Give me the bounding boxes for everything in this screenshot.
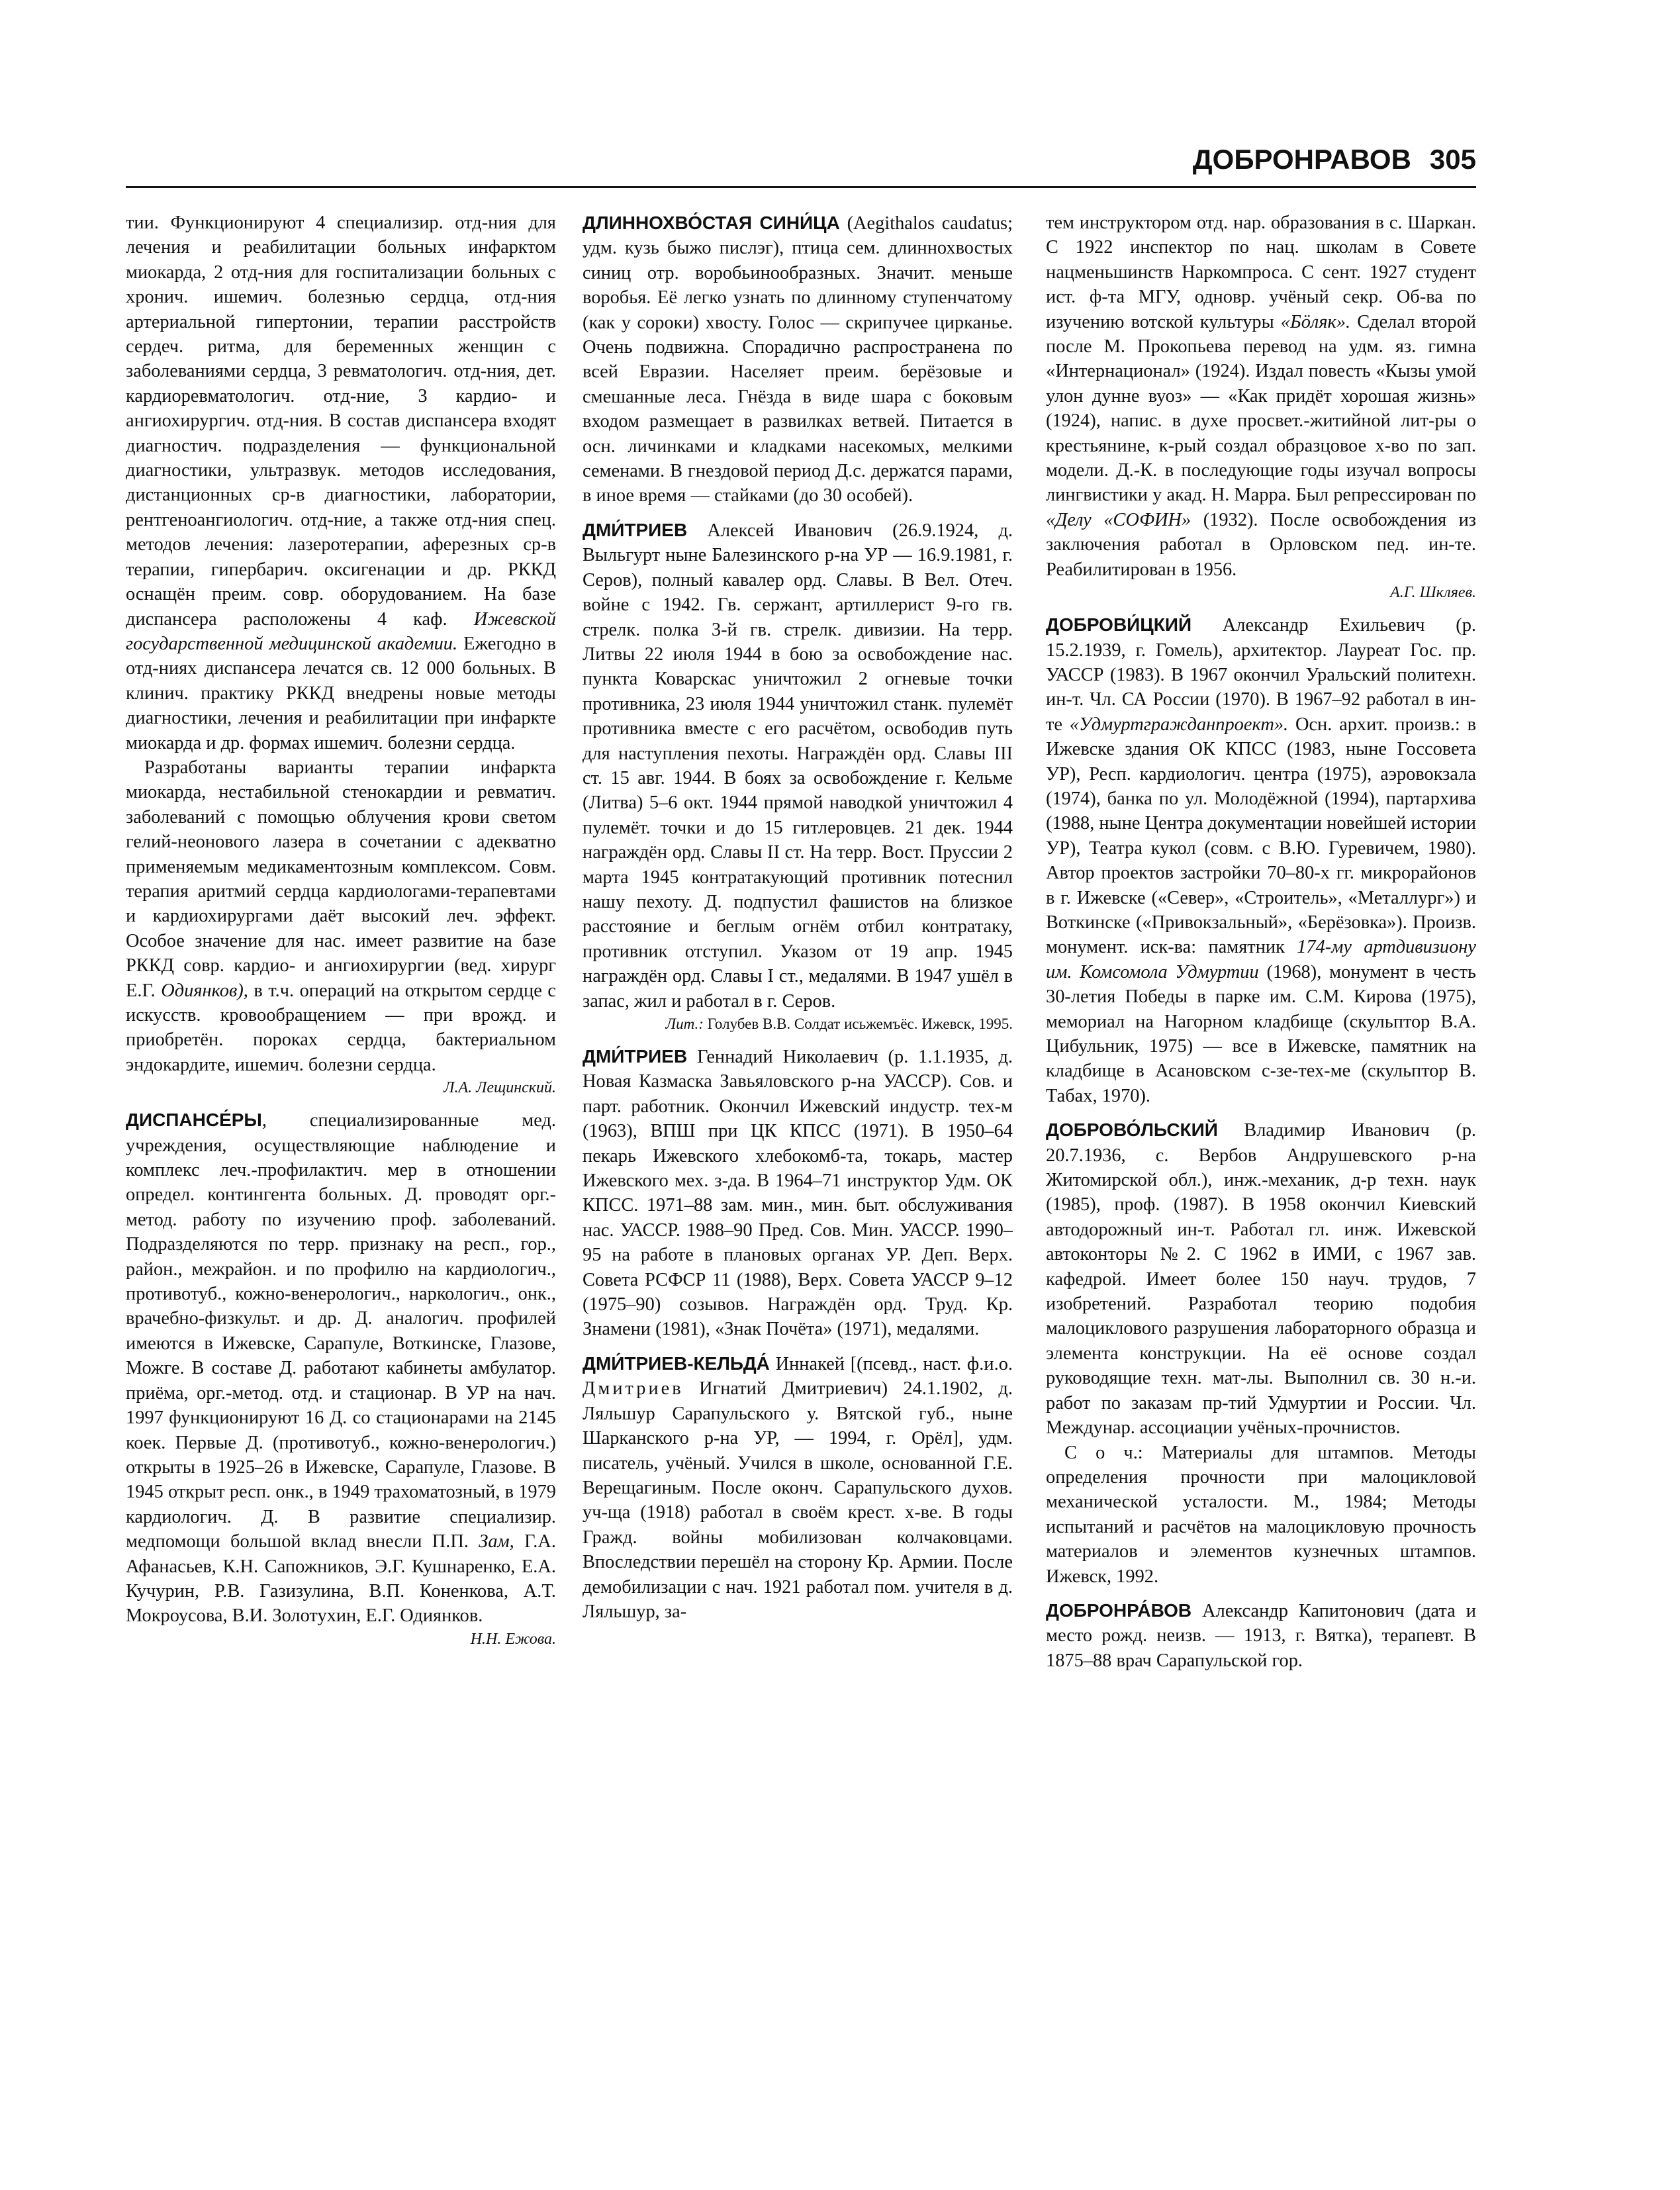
paragraph: [126, 755, 556, 1077]
article-continuation: [126, 211, 556, 1098]
works-label: С о ч.:: [1064, 1442, 1143, 1463]
text-run: (1932). После освобождения из заключения работал в Орловском пед. ин-те. Реабилитирован в 1956.: [1046, 509, 1476, 580]
headword: ДМИ́ТРИЕВ-КЕЛЬДА́: [583, 1353, 770, 1374]
works-paragraph: [1046, 1441, 1476, 1589]
spaced-name: Дмитриев: [583, 1378, 684, 1400]
paragraph: [583, 211, 1013, 508]
headword: ДОБРОВИ́ЦКИЙ: [1046, 614, 1192, 636]
cross-reference[interactable]: «Делу «СОФИН»: [1046, 509, 1191, 530]
running-head-title: ДОБРОНРАВОВ: [1192, 144, 1411, 175]
cross-reference[interactable]: Зам,: [479, 1531, 514, 1552]
cross-reference[interactable]: Ижевской государственной медицинской академии.: [126, 608, 556, 654]
article-continuation: [1046, 211, 1476, 603]
headword: ДОБРОНРА́ВОВ: [1046, 1599, 1192, 1621]
cross-reference[interactable]: 174-му артдивизиону им. Комсомола Удмуртии: [1046, 937, 1476, 982]
paragraph: [126, 211, 556, 755]
headword: ДОБРОВО́ЛЬСКИЙ: [1046, 1119, 1218, 1141]
article-dmitriev-aleksey: [583, 518, 1013, 1035]
paragraph: [583, 518, 1013, 1014]
text-run: Геннадий Николаевич (р. 1.1.1935, д. Новая Казмаска Завьяловского р-на УАССР). Сов. и парт. работник. Окончил Ижевский индустр. тех-м (1963), ВПШ при ЦК КПСС (1971). В 1950–64 пекарь Ижевского хлебокомб-та, токарь, мастер Ижевского мех. з-да. В 1964–71 инструктор Удм. ОК КПСС. 1971–88 зам. мин., мин. быт. обслуживания нас. УАССР. 1988–90 Пред. Сов. Мин. УАССР. 1990–95 на работе в плановых органах УР. Деп. Верх. Совета РСФСР 11 (1988), Верх. Совета УАССР 9–12 (1975–90) созывов. Награждён орд. Труд. Кр. Знамени (1981), «Знак Почёта» (1971), медалями.: [583, 1047, 1013, 1340]
text-run: Разработаны варианты терапии инфаркта миокарда, нестабильной стенокардии и ревматич. заболеваний с помощью облучения крови светом гелий-неонового лазера в сочетании с адекватно применяемым медикаментозным комплексом. Совм. терапия аритмий сердца кардиологами-терапевтами и кардиохирургами даёт высокий леч. эффект. Особое значение для нас. имеет развитие на базе РККД совр. кардио- и ангиохирургии (вед. хирург Е.Г.: [126, 757, 556, 1001]
text-run: (1968), монумент в честь 30-летия Победы в парке им. С.М. Кирова (1975), мемориал на Нагорном кладбище (скульптор В.А. Цибульник, 1975) — все в Ижевске, памятник на кладбище в Асановском с-зе-тех-ме (скульптор В. Табах, 1970).: [1046, 961, 1476, 1106]
article-dobrovolskiy: [1046, 1118, 1476, 1589]
article-author: Н.Н. Ежова.: [470, 1630, 556, 1648]
page-number: 305: [1429, 144, 1476, 175]
text-run: Голубев В.В. Солдат исьжемъёс. Ижевск, 1995.: [707, 1016, 1013, 1032]
paragraph: [583, 1351, 1013, 1624]
text-run: Владимир Иванович (р. 20.7.1936, с. Вербов Андрушевского р-на Житомирской обл.), инж.-механик, д-р техн. наук (1985), проф. (1987). В 1958 окончил Киевский автодорожный ин-т. Работал гл. инж. Ижевской автоконторы №2. С 1962 в ИМИ, с 1967 зав. кафедрой. Имеет более 150 науч. трудов, 7 изобретений. Разработал теорию подобия малоциклового разрушения лабораторного образца и элемента конструкции. На её основе создал руководящие техн. мат-лы. Выполнил св. 30 н.-и. работ по заказам пр-тий Удмуртии и России. Чл. Междунар. ассоциации учёных-прочнистов.: [1046, 1120, 1476, 1439]
text-run: тии. Функционируют 4 специализир. отд-ния для лечения и реабилитации больных инфарктом миокарда, 2 отд-ния для госпитализации больных с хронич. ишемич. болезнью сердца, отд-ния артериальной гипертонии, терапии расстройств сердеч. ритма, для беременных женщин с заболеваниями сердца, 3 ревматологич. отд-ния, дет. кардиоревматологич. отд-ние, 3 кардио- и ангиохирургич. отд-ния. В состав диспансера входят диагностич. подразделения — функциональной диагностики, ультразвук. методов исследования, дистанционных ср-в диагностики, лаборатории, рентгеноангиологич. отд-ние, а также отд-ния спец. методов лечения: лазеротерапии, аферезных ср-в терапии, гипербарич. оксигенации и др. РККД оснащён преим. совр. оборудованием. На базе диспансера расположены 4 каф.: [126, 213, 556, 630]
headword: ДЛИННОХВО́СТАЯ СИНИ́ЦА: [583, 213, 840, 233]
text-run: Александр Капитонович (дата и место рожд. неизв. — 1913, г. Вятка), терапевт. В 1875–88 врач Сарапульской гор.: [1046, 1600, 1476, 1671]
paragraph: [1046, 612, 1476, 1108]
text-run: , специализированные мед. учреждения, осуществляющие наблюдение и комплекс леч.-профилактич. мер в отношении определ. контингента больных. Д. проводят орг.-метод. работу по изучению проф. заболеваний. Подразделяются по терр. признаку на респ., гор., район., межрайон. и по профилю на кардиологич., противотуб., кожно-венерологич., наркологич., онк., врачебно-физкульт. и др. Д. аналогич. профилей имеются в Ижевске, Сарапуле, Воткинске, Глазове, Можге. В составе Д. работают кабинеты амбулатор. приёма, орг.-метод. отд. и стационар. В УР на нач. 1997 функционируют 16 Д. со стационарами на 2145 коек. Первые Д. (противотуб., кожно-венерологич.) открыты в 1925–26 в Ижевске, Сарапуле, Глазове. В 1945 открыт респ. онк., в 1949 трахоматозный, в 1979 кардиологич. Д. В развитие специализир. медпомощи большой вклад внесли П.П.: [126, 1110, 556, 1552]
headword: ДИСПАНСЕ́РЫ: [126, 1110, 262, 1131]
paragraph: [1046, 1118, 1476, 1440]
text-run: Материалы для штампов. Методы определения прочности при малоцикловой механической усталости. М., 1984; Методы испытаний и расчётов на малоцикловую прочность материалов и элементов кузнечных штампов. Ижевск, 1992.: [1046, 1442, 1476, 1587]
text-run: в т.ч. операций на открытом сердце с искусств. кровообращением — при врожд. и приобретён. пороках сердца, бактериальном эндокардите, ишемич. болезни сердца.: [126, 980, 556, 1075]
article-dobronravov: [1046, 1598, 1476, 1673]
column-2: [583, 211, 1013, 2170]
headword: ДМИ́ТРИЕВ: [583, 1046, 688, 1067]
text-run: Иннакей [(псевд., наст. ф.и.о.: [775, 1353, 1013, 1374]
literature-ref: [583, 1014, 1013, 1035]
text-run: Александр Ехильевич (р. 15.2.1939, г. Гомель), архитектор. Лауреат Гос. пр. УАССР (1983). В 1967 окончил Уральский политехн. ин-т. Чл. СА России (1970). В 1967–92 работал в ин-те: [1046, 615, 1476, 735]
article-dmitriev-kelda: [583, 1351, 1013, 1624]
headword: ДМИ́ТРИЕВ: [583, 519, 688, 540]
text-run: тем инструктором отд. нар. образования в с. Шаркан. С 1922 инспектор по нац. школам в Совете нацменьшинств Наркомпроса. С сент. 1927 студент ист. ф-та МГУ, одновр. учёный секр. Об-ва по изучению вотской культуры: [1046, 213, 1476, 332]
literature-label: Лит.:: [665, 1016, 704, 1032]
article-dobrovitskiy: [1046, 612, 1476, 1108]
header-rule: [126, 186, 1476, 188]
article-sinitsa: [583, 211, 1013, 508]
paragraph: [583, 1044, 1013, 1342]
text-run: Алексей Иванович (26.9.1924, д. Выльгурт ныне Балезинского р-на УР — 16.9.1981, г. Серов), полный кавалер орд. Славы. В Вел. Отеч. войне с 1942. Гв. сержант, артиллерист 9-го гв. стрелк. полка 3-й гв. стрелк. дивизии. На терр. Литвы 22 июля 1944 в бою за освобождение нас. пункта Коварскас уничтожил 2 огневые точки противника, 23 июля 1944 уничтожил станк. пулемёт противника вместе с его расчётом, освободив путь для наступления пехоты. Награждён орд. Славы III ст. 15 авг. 1944. В боях за освобождение г. Кельме (Литва) 5–6 окт. 1944 прямой наводкой уничтожил 4 пулемёт. точки и до 15 гитлеровцев. 21 дек. 1944 награждён орд. Славы II ст. На терр. Вост. Пруссии 2 марта 1945 контратакующий противник потеснил нашу пехоту. Д. подпустил фашистов на близкое расстояние и беглым огнём отбил контратаку, противник отступил. Указом от 19 апр. 1945 награждён орд. Славы I ст., медалями. В 1947 ушёл в запас, жил и работал в г. Серов.: [583, 520, 1013, 1012]
text-run: Игнатий Дмитриевич) 24.1.1902, д. Ляльшур Сарапульского у. Вятской губ., ныне Шарканского р-на УР, — 1994, г. Орёл], удм. писатель, учёный. Учился в школе, основанной Г.Е. Верещагиным. После оконч. Сарапульского духов. уч-ща (1918) работал в своём крест. х-ве. В годы Гражд. войны мобилизован колчаковцами. Впоследствии перешёл на сторону Кр. Армии. После демобилизации с нач. 1921 работал пом. учителя в д. Ляльшур, за-: [583, 1378, 1013, 1622]
cross-reference[interactable]: «Бöляк».: [1280, 311, 1351, 332]
paragraph: [1046, 211, 1476, 582]
paragraph: [1046, 1598, 1476, 1673]
article-dmitriev-gennadiy: [583, 1044, 1013, 1342]
column-3: [1046, 211, 1476, 2170]
cross-reference[interactable]: «Удмуртгражданпроект».: [1069, 714, 1289, 735]
text-run: Сделал второй после М. Прокопьева перевод на удм. яз. гимна «Интернационал» (1924). Издал повесть «Кызы умой улон дунне вуоз» — «Как придёт хорошая жизнь» (1924), напис. в духе просвет.-житийной лит-ры о крестьянине, к-рый создал образцовое х-во по зап. модели. Д.-К. в последующие годы изучал вопросы лингвистики у акад. Н. Марра. Был репрессирован по: [1046, 311, 1476, 506]
article-dispansery: [126, 1108, 556, 1650]
column-1: [126, 211, 556, 2170]
article-author: Л.А. Лещинский.: [443, 1079, 556, 1097]
text-run: Осн. архит. произв.: в Ижевске здания ОК КПСС (1983, ныне Госсовета УР), Респ. кардиологич. центра (1975), аэровокзала (1974), банка по ул. Молодёжной (1994), партархива (1988, ныне Центра документации новейшей истории УР), Театра кукол (совм. с В.Ю. Гуревичем, 1980). Автор проектов застройки 70–80-х гг. микрорайонов в г. Ижевске («Север», «Строитель», «Металлург») и Воткинске («Привокзальный», «Берёзовка»). Произв. монумент. иск-ва: памятник: [1046, 714, 1476, 958]
article-author: А.Г. Шкляев.: [1390, 584, 1476, 602]
paragraph: [126, 1108, 556, 1629]
text-run: (Aegithalos caudatus; удм. кузь быжо пислэг), птица сем. длиннохвостых синиц отр. воробьинообразных. Значит. меньше воробья. Её легко узнать по длинному ступенчатому (как у сороки) хвосту. Голос — скрипучее цирканье. Очень подвижна. Спорадично распространена по всей Евразии. Населяет преим. берёзовые и смешанные леса. Гнёзда в виде шара с боковым входом размещает в развилках ветвей. Питается в осн. личинками и кладками насекомых, мелкими семенами. В гнездовой период Д.с. держатся парами, в иное время — стайками (до 30 особей).: [583, 213, 1013, 506]
text-run: Ежегодно в отд-ниях диспансера лечатся св. 12 000 больных. В клинич. практику РККД внедрены новые методы диагностики, лечения и реабилитации при инфаркте миокарда и др. формах ишемич. болезни сердца.: [126, 633, 556, 753]
text-run: Г.А. Афанасьев, К.Н. Сапожников, Э.Г. Кушнаренко, Е.А. Кучурин, Р.В. Газизулина, В.П. Коненкова, А.Т. Мокроусова, В.И. Золотухин, Е.Г. Одиянков.: [126, 1531, 556, 1627]
cross-reference[interactable]: Одиянков),: [161, 980, 248, 1001]
running-header: [1046, 136, 1476, 183]
